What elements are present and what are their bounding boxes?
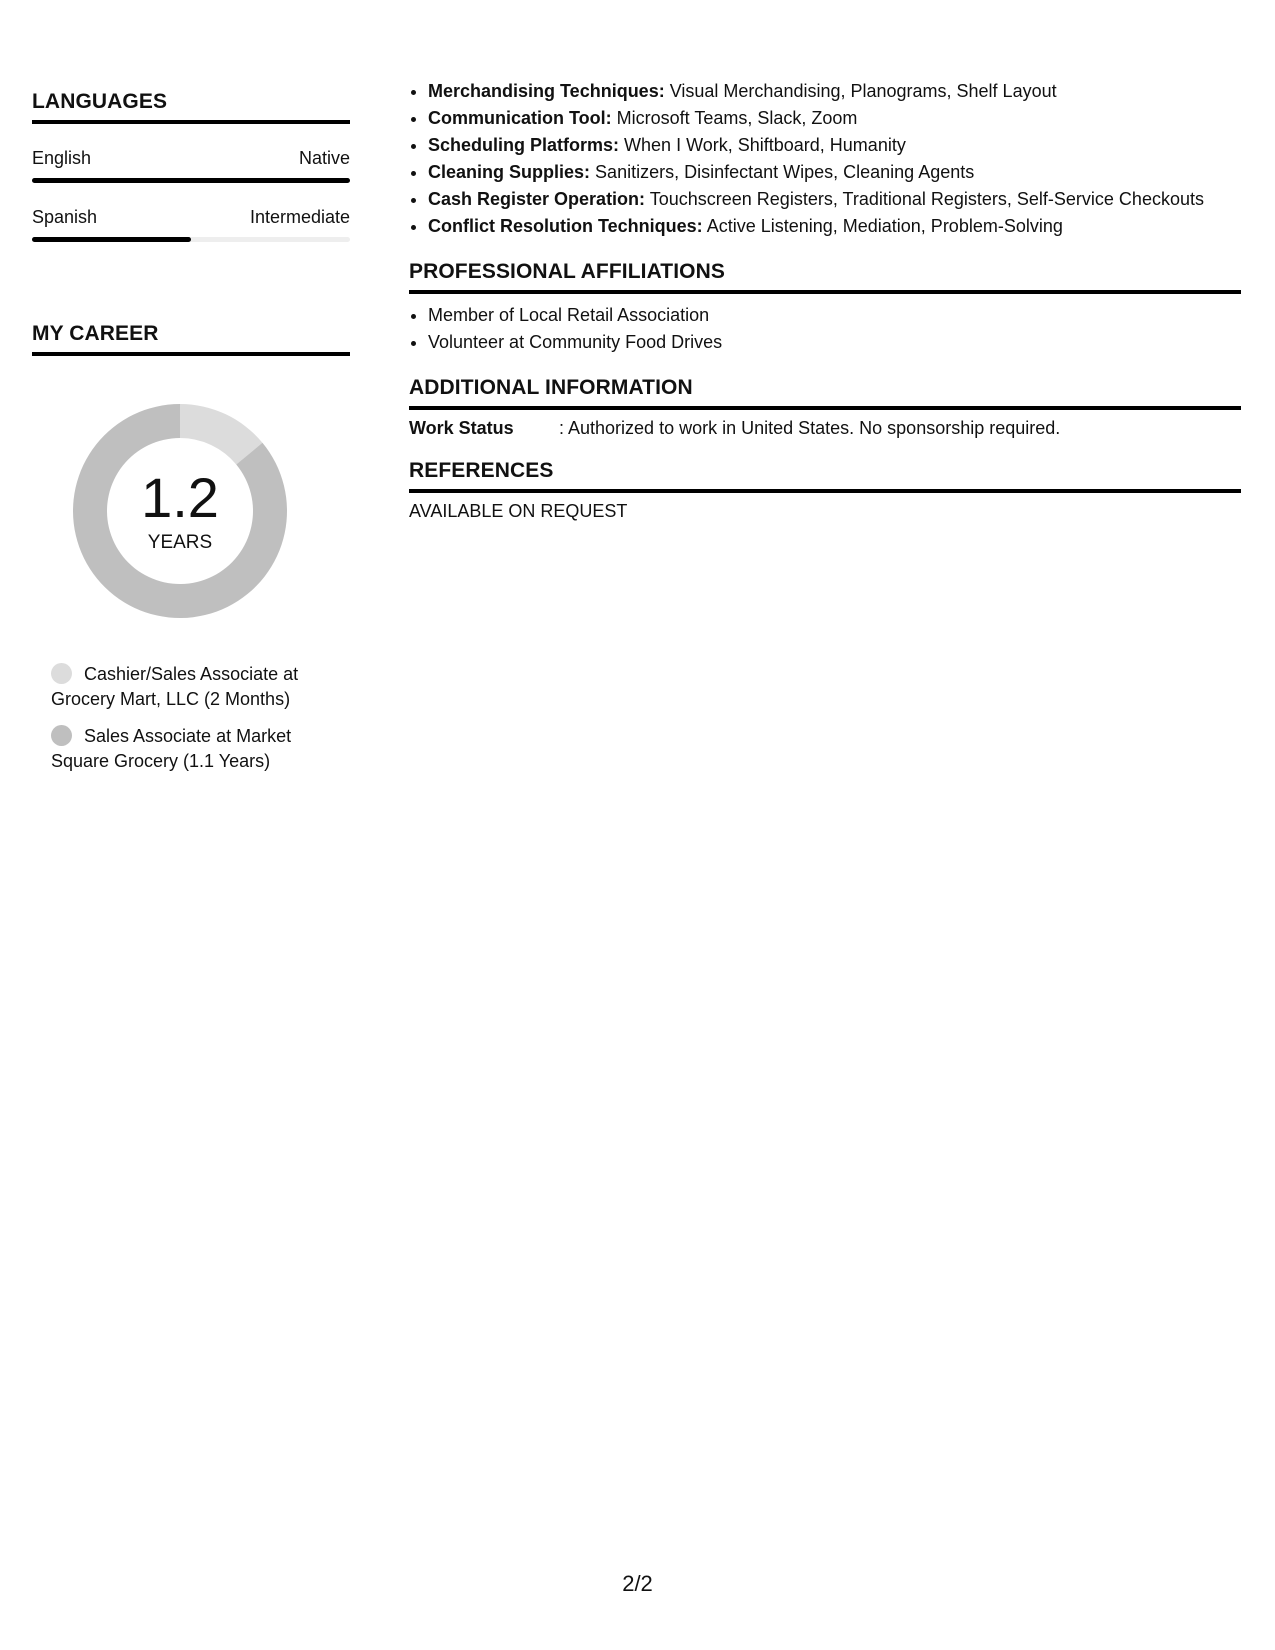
legend-label: Sales Associate at Market Square Grocery (1.1 Years) xyxy=(51,726,292,771)
list-item xyxy=(428,213,1241,240)
language-proficiency-bar xyxy=(32,237,350,242)
legend-item xyxy=(51,662,341,712)
language-proficiency-fill xyxy=(32,237,191,242)
legend-dot xyxy=(51,725,72,746)
skill-value: Microsoft Teams, Slack, Zoom xyxy=(616,108,858,128)
language-proficiency-fill xyxy=(32,178,350,183)
legend-dot xyxy=(51,663,72,684)
list-item xyxy=(428,105,1241,132)
list-item: • Volunteer at Community Food Drives xyxy=(428,329,1241,356)
language-proficiency-bar xyxy=(32,178,350,183)
references-heading: REFERENCES xyxy=(409,459,1241,493)
language-level: Native xyxy=(298,148,350,168)
skill-label: Conflict Resolution Techniques: xyxy=(428,216,703,236)
list-item xyxy=(428,159,1241,186)
skill-label: Cleaning Supplies: xyxy=(428,162,591,182)
legend-label: Cashier/Sales Associate at Grocery Mart, LLC (2 Months) xyxy=(51,664,299,709)
career-donut-chart xyxy=(65,396,295,626)
skill-value: When I Work, Shiftboard, Humanity xyxy=(624,135,906,155)
skills-list xyxy=(409,78,1241,240)
right-column xyxy=(409,78,1241,522)
list-item: • Member of Local Retail Association xyxy=(428,302,1241,329)
additional-info-heading: ADDITIONAL INFORMATION xyxy=(409,376,1241,410)
language-level: Intermediate xyxy=(249,207,350,227)
skill-label: Cash Register Operation: xyxy=(428,189,646,209)
career-total-years: 1.2 xyxy=(141,466,219,529)
skill-label: Merchandising Techniques: xyxy=(428,81,665,101)
skill-label: Scheduling Platforms: xyxy=(428,135,620,155)
list-item xyxy=(428,78,1241,105)
skill-label: Communication Tool: xyxy=(428,108,612,128)
list-item xyxy=(428,186,1241,213)
page-number: 2/2 xyxy=(622,1571,653,1596)
references-text: AVAILABLE ON REQUEST xyxy=(409,501,628,521)
career-total-unit: YEARS xyxy=(147,532,213,553)
career-heading: MY CAREER xyxy=(32,322,350,356)
left-column xyxy=(32,90,350,786)
affiliations-section xyxy=(409,260,1241,356)
skill-value: Visual Merchandising, Planograms, Shelf Layout xyxy=(669,81,1057,101)
language-name: Spanish xyxy=(32,207,98,227)
skill-value: Sanitizers, Disinfectant Wipes, Cleaning Agents xyxy=(595,162,975,182)
languages-heading: LANGUAGES xyxy=(32,90,350,124)
work-status-label: Work Status xyxy=(409,418,514,438)
legend-item xyxy=(51,724,341,774)
career-legend xyxy=(51,662,341,774)
language-item xyxy=(32,148,350,183)
additional-info-section xyxy=(409,376,1241,439)
skill-value: Active Listening, Mediation, Problem-Solving xyxy=(706,216,1063,236)
language-item xyxy=(32,207,350,242)
work-status-value: : Authorized to work in United States. No sponsorship required. xyxy=(559,418,1061,438)
affiliations-list xyxy=(409,302,1241,356)
list-item xyxy=(428,132,1241,159)
references-section xyxy=(409,459,1241,522)
skill-value: Touchscreen Registers, Traditional Registers, Self-Service Checkouts xyxy=(649,189,1204,209)
affiliations-heading: PROFESSIONAL AFFILIATIONS xyxy=(409,260,1241,294)
work-status-row xyxy=(409,418,1241,439)
language-name: English xyxy=(32,148,92,168)
